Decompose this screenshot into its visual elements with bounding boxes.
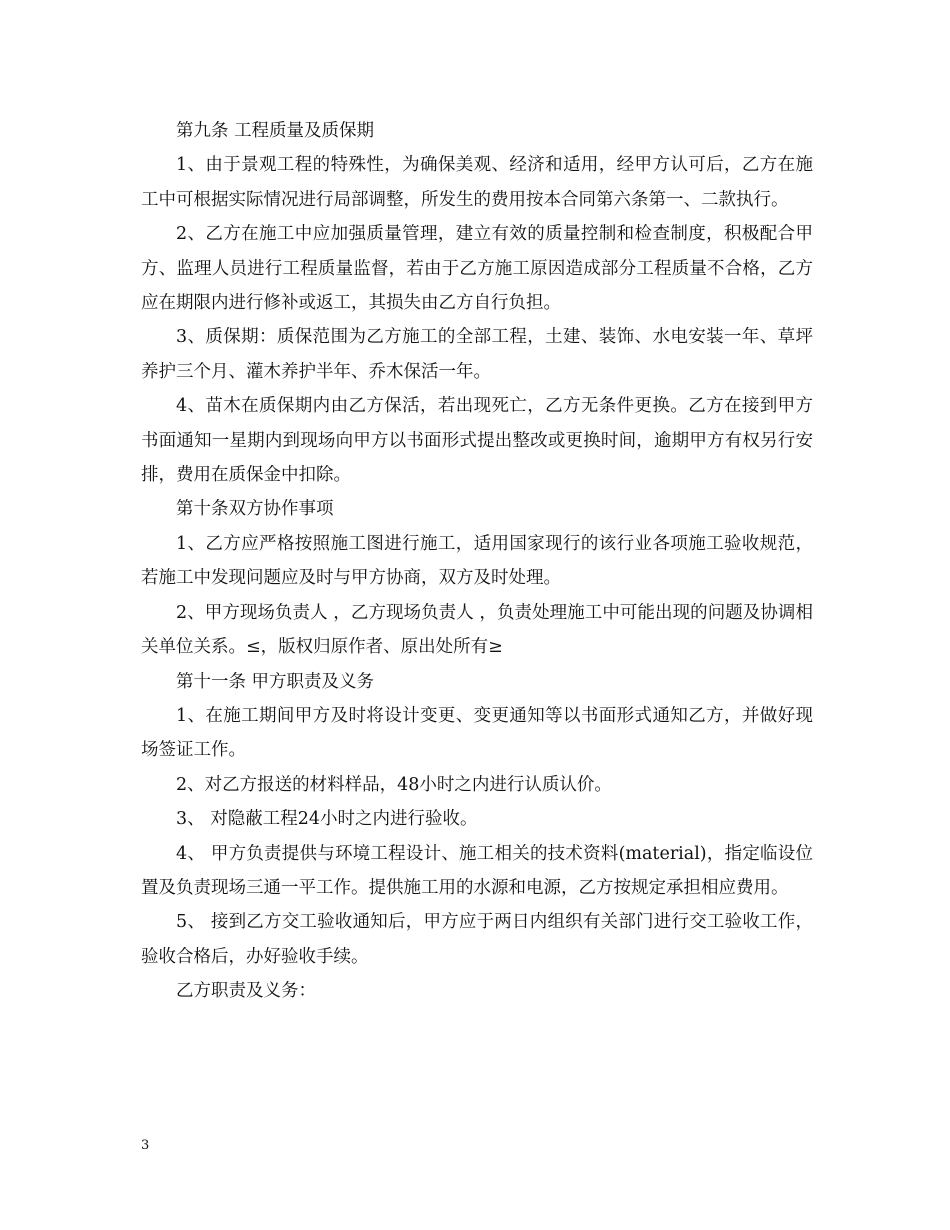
section-heading-party-b-duties: 乙方职责及义务：: [176, 981, 316, 1002]
paragraph: 2、乙方在施工中应加强质量管理，建立有效的质量控制和检查制度，积极配合甲方、监理人员进行工程质量监督，若由于乙方施工原因造成部分工程质量不合格，乙方应在期限内进行修补或返工，其损失由乙方自行负担。: [141, 224, 813, 314]
section-heading-article-11: 第十一条 甲方职责及义务: [176, 671, 375, 692]
paragraph: 2、甲方现场负责人 ，乙方现场负责人 ，负责处理施工中可能出现的问题及协调相关单位关系。≤，版权归原作者、原出处所有≥: [141, 602, 813, 658]
paragraph: 1、在施工期间甲方及时将设计变更、变更通知等以书面形式通知乙方，并做好现场签证工作。: [141, 705, 813, 761]
paragraph: 1、由于景观工程的特殊性，为确保美观、经济和适用，经甲方认可后，乙方在施工中可根据实际情况进行局部调整，所发生的费用按本合同第六条第一、二款执行。: [141, 155, 813, 210]
section-heading-article-10: 第十条双方协作事项: [176, 499, 334, 520]
paragraph: 1、乙方应严格按照施工图进行施工，适用国家现行的该行业各项施工验收规范，若施工中发现问题应及时与甲方协商，双方及时处理。: [141, 533, 813, 589]
paragraph: 4、 甲方负责提供与环境工程设计、施工相关的技术资料(material)，指定临设位置及负责现场三通一平工作。提供施工用的水源和电源，乙方按规定承担相应费用。: [141, 843, 813, 898]
paragraph: 2、对乙方报送的材料样品，48小时之内进行认质认价。: [176, 774, 612, 795]
paragraph: 5、 接到乙方交工验收通知后，甲方应于两日内组织有关部门进行交工验收工作，验收合格后，办好验收手续。: [141, 912, 813, 967]
page-number: 3: [141, 1138, 150, 1153]
paragraph: 3、 对隐蔽工程24小时之内进行验收。: [176, 809, 478, 830]
section-heading-article-9: 第九条 工程质量及质保期: [176, 121, 375, 141]
document-body: [141, 114, 813, 1009]
paragraph: 3、质保期：质保范围为乙方施工的全部工程，土建、装饰、水电安装一年、草坪养护三个月、灌木养护半年、乔木保活一年。: [141, 327, 813, 382]
paragraph: 4、苗木在质保期内由乙方保活，若出现死亡，乙方无条件更换。乙方在接到甲方书面通知一星期内到现场向甲方以书面形式提出整改或更换时间，逾期甲方有权另行安排，费用在质保金中扣除。: [141, 396, 813, 486]
